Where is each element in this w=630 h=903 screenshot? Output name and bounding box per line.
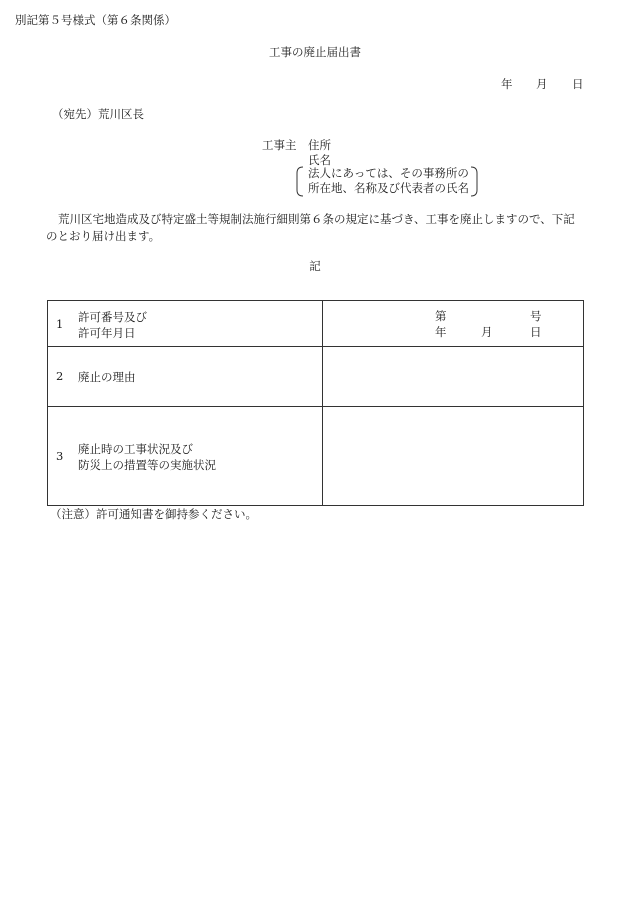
permit-go-label: 号 (530, 309, 542, 323)
note: （注意）許可通知書を御持参ください。 (50, 507, 257, 521)
applicant-label: 工事主 (262, 138, 297, 152)
item-label-line1: 許可番号及び (78, 310, 147, 324)
reason-value-cell[interactable] (323, 347, 584, 407)
name-label: 氏名 (308, 153, 331, 167)
addressee: （宛先）荒川区長 (52, 107, 144, 121)
item-label-line2: 許可年月日 (78, 326, 136, 341)
date-day-label: 日 (572, 77, 584, 91)
permit-year-label: 年 (435, 325, 447, 339)
item-label (78, 441, 216, 473)
corporate-note-line1: 法人にあっては、その事務所の (308, 166, 469, 180)
table-row (48, 301, 584, 347)
item-label (78, 309, 147, 341)
permit-month-label: 月 (481, 325, 493, 339)
body-paragraph (46, 211, 586, 244)
ki-heading: 記 (309, 259, 321, 273)
address-label: 住所 (308, 138, 331, 152)
document-title: 工事の廃止届出書 (269, 45, 361, 59)
form-table (47, 300, 584, 506)
permit-day-label: 日 (530, 325, 542, 339)
item-number: 2 (56, 369, 64, 383)
item-cell (48, 407, 323, 506)
date-year-label: 年 (501, 77, 513, 91)
corporate-note-line2: 所在地、名称及び代表者の氏名 (308, 181, 469, 195)
item-number: 1 (56, 317, 64, 331)
item-label: 廃止の理由 (78, 370, 136, 384)
date-month-label: 月 (536, 77, 548, 91)
status-value-cell[interactable] (323, 407, 584, 506)
form-reference: 別記第５号様式（第６条関係） (15, 13, 176, 27)
body-line1: 荒川区宅地造成及び特定盛土等規制法施行細則第６条の規定に基づき、工事を廃止しますので、下記 (58, 212, 575, 226)
permit-dai-label: 第 (435, 309, 447, 323)
item-cell (48, 347, 323, 407)
item-label-line1: 廃止時の工事状況及び (78, 442, 193, 456)
body-line2: のとおり届け出ます。 (46, 228, 161, 243)
item-cell (48, 301, 323, 347)
table-row (48, 407, 584, 506)
permit-value-cell[interactable] (323, 301, 584, 347)
table-row (48, 347, 584, 407)
item-label-line2: 防災上の措置等の実施状況 (78, 458, 216, 473)
item-number: 3 (56, 449, 64, 463)
